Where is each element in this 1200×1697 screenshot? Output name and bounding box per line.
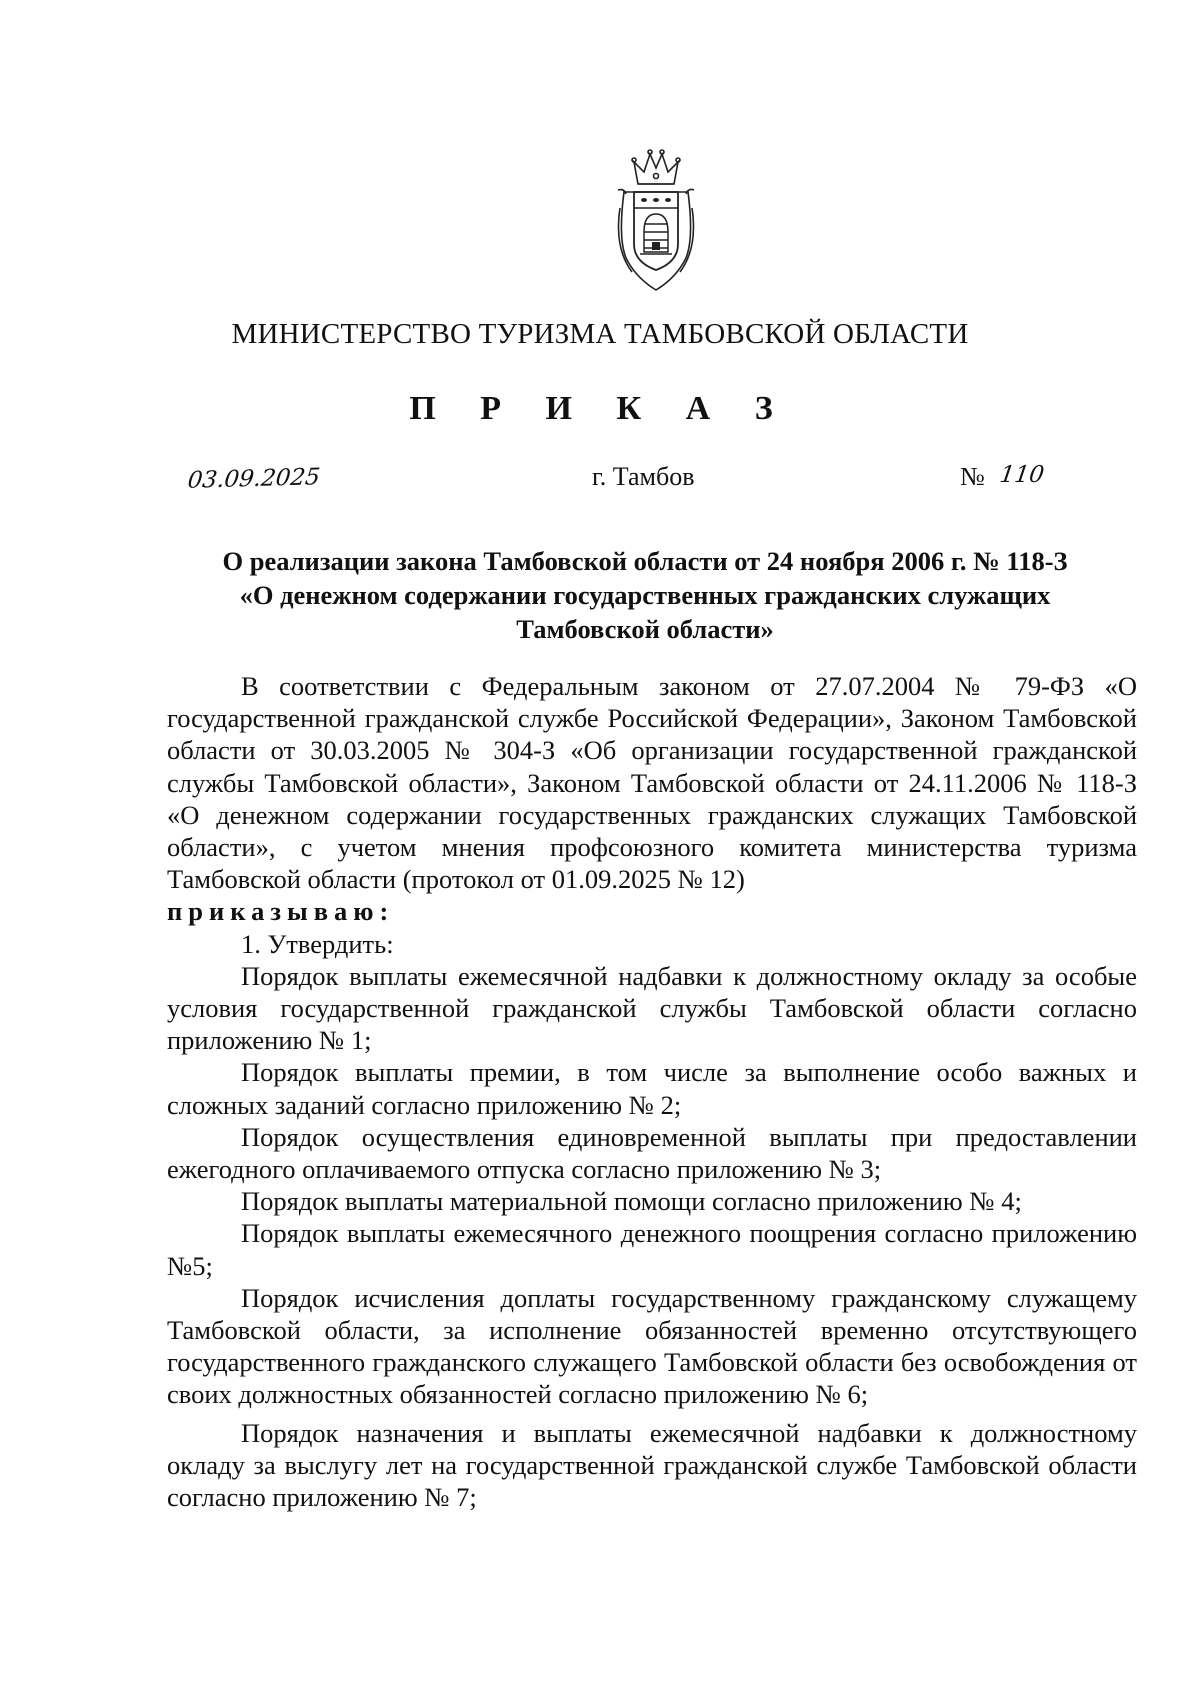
list-item: Порядок назначения и выплаты ежемесячной надбавки к должностному окладу за выслугу лет на государственной гражданской службе Тамбовской области согласно приложению № 7; <box>167 1417 1137 1513</box>
list-item: Порядок исчисления доплаты государственному гражданскому служащему Тамбовской области, за исполнение обязанностей временно отсутствующего государственного гражданского служащего Тамбовской области без освобождения от своих должностных обязанностей согласно приложению № 6; <box>167 1282 1137 1410</box>
list-item: Порядок выплаты премии, в том числе за выполнение особо важных и сложных заданий согласно приложению № 2; <box>167 1057 1137 1120</box>
decree-word: приказываю: <box>167 896 395 927</box>
item-1-heading: 1. Утвердить: <box>241 928 394 959</box>
list-item: Порядок осуществления единовременной выплаты при предоставлении ежегодного оплачиваемого отпуска согласно приложению № 3; <box>167 1121 1137 1185</box>
tambov-coat-of-arms-emblem <box>612 148 700 298</box>
order-number-handwritten: 110 <box>998 462 1046 488</box>
list-item: Порядок выплаты ежемесячной надбавки к должностному окладу за особые условия государственной гражданской службы Тамбовской области согласно приложению № 1; <box>167 960 1137 1056</box>
subject-line-3: Тамбовской области» <box>516 614 774 644</box>
document-type-title: П Р И К А З <box>409 390 791 427</box>
subject-line-2: «О денежном содержании государственных гражданских служащих <box>239 580 1051 610</box>
preamble-paragraph: В соответствии с Федеральным законом от 27.07.2004 № 79-ФЗ «О государственной гражданской службе Российской Федерации», Законом Тамбовской области от 30.03.2005 № 304-З «Об организации государственной гражданской службы Тамбовской области», Законом Тамбовской области от 24.11.2006 № 118-З «О денежном содержании государственных гражданских служащих Тамбовской области», с учетом мнения профсоюзного комитета министерства туризма Тамбовской области (протокол от 01.09.2025 № 12) <box>167 671 1137 895</box>
subject-line-1: О реализации закона Тамбовской области от 24 ноября 2006 г. № 118-З <box>222 546 1068 576</box>
order-subject <box>180 544 1110 646</box>
list-item: Порядок выплаты материальной помощи согласно приложению № 4; <box>241 1186 1022 1217</box>
order-number-label: № <box>960 462 985 491</box>
order-date-handwritten: 03.09.2025 <box>186 464 322 494</box>
list-item: Порядок выплаты ежемесячного денежного поощрения согласно приложению №5; <box>167 1218 1137 1281</box>
ministry-name: МИНИСТЕРСТВО ТУРИЗМА ТАМБОВСКОЙ ОБЛАСТИ <box>231 318 969 350</box>
order-body <box>167 670 1137 1513</box>
order-city: г. Тамбов <box>592 462 695 491</box>
